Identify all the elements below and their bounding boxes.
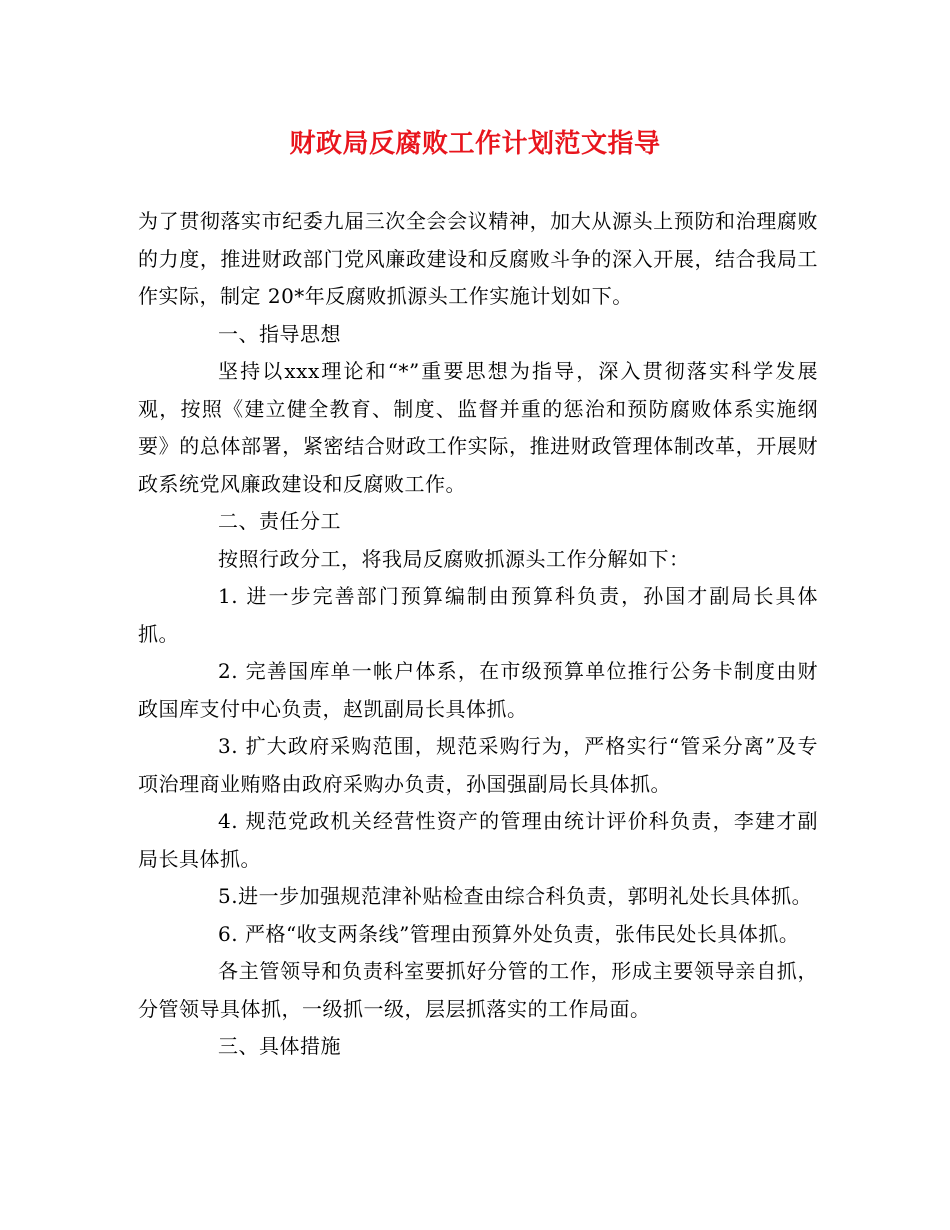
section-heading-guiding-ideology: 一、指导思想 — [218, 321, 341, 346]
section-heading-responsibility: 二、责任分工 — [218, 509, 341, 533]
section-heading-measures: 三、具体措施 — [218, 1034, 341, 1058]
list-item-3: 3. 扩大政府采购范围，规范采购行为，严格实行“管采分离”及专项治理商业贿赂由政府采购办负责，孙国强副局长具体抓。 — [138, 734, 818, 796]
leadership-paragraph: 各主管领导和负责科室要抓好分管的工作，形成主要领导亲自抓，分管领导具体抓，一级抓一级，层层抓落实的工作局面。 — [138, 959, 818, 1021]
document-body — [138, 203, 818, 1066]
list-item-6: 6. 严格“收支两条线”管理由预算外处负责，张伟民处长具体抓。 — [218, 921, 800, 946]
guiding-ideology-paragraph: 坚持以xxx理论和“*”重要思想为指导，深入贯彻落实科学发展观，按照《建立健全教育、制度、监督并重的惩治和预防腐败体系实施纲要》的总体部署，紧密结合财政工作实际，推进财政管理体制改革，开展财政系统党风廉政建设和反腐败工作。 — [138, 359, 818, 496]
responsibility-intro-paragraph: 按照行政分工，将我局反腐败抓源头工作分解如下： — [218, 546, 690, 571]
list-item-5: 5.进一步加强规范津补贴检查由综合科负责，郭明礼处长具体抓。 — [218, 884, 813, 908]
list-item-4: 4. 规范党政机关经营性资产的管理由统计评价科负责，李建才副局长具体抓。 — [138, 809, 818, 871]
intro-paragraph: 为了贯彻落实市纪委九届三次全会会议精神，加大从源头上预防和治理腐败的力度，推进财政部门党风廉政建设和反腐败斗争的深入开展，结合我局工作实际，制定 20*年反腐败抓源头工作实施计划如下。 — [138, 209, 818, 308]
document-title: 财政局反腐败工作计划范文指导 — [289, 129, 661, 159]
list-item-1: 1. 进一步完善部门预算编制由预算科负责，孙国才副局长具体抓。 — [138, 584, 818, 646]
list-item-2: 2. 完善国库单一帐户体系，在市级预算单位推行公务卡制度由财政国库支付中心负责，赵凯副局长具体抓。 — [138, 659, 818, 721]
